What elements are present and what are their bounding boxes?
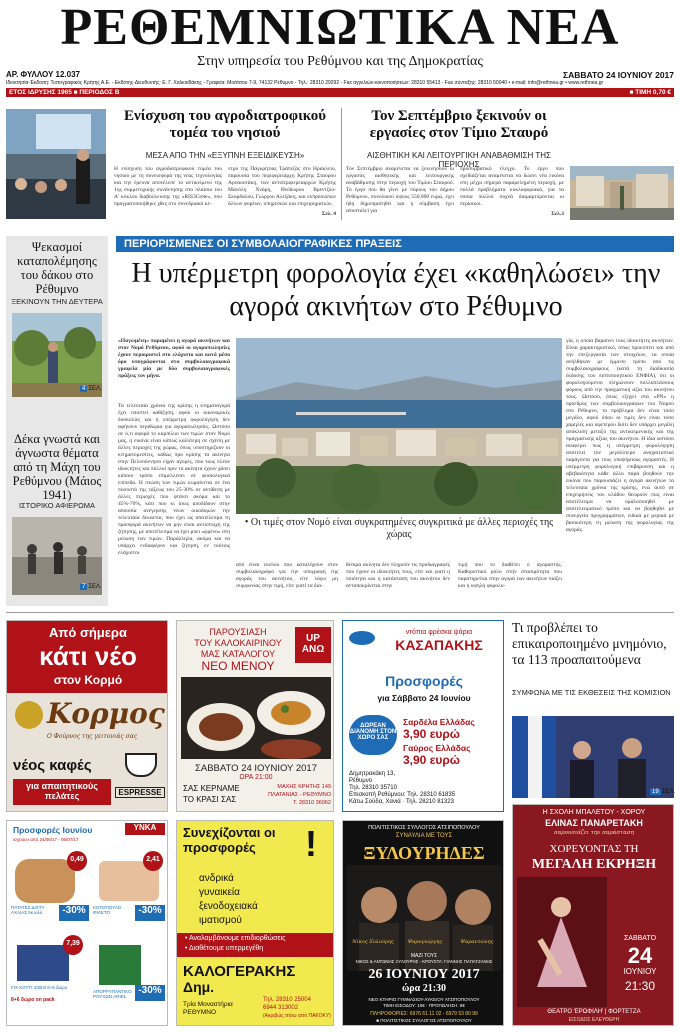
top-right-kicker: ΑΙΣΘΗΤΙΚΗ ΚΑΙ ΛΕΙΤΟΥΡΓΙΚΗ ΑΝΑΒΑΘΜΙΣΗ ΤΗΣ ΠΕΡΙΟΧΗΣ: [367, 151, 551, 169]
xyl-org: ■ ΠΟΛΙΤΙΣΤΙΚΟΣ ΣΥΛΛΟΓΟΣ ΑΤΣΙΠΟΠΟΥΛΟΥ: [376, 1018, 472, 1023]
dance-show2: ΜΕΓΑΛΗ ΕΚΡΗΞΗ: [531, 857, 657, 872]
upano-time: ΩΡΑ 21:00: [239, 774, 273, 781]
ynka-price3: 7,39: [63, 935, 83, 955]
upano-line1: ΠΑΡΟΥΣΙΑΣΗ: [209, 627, 267, 637]
kormos-logo-badge: [15, 701, 43, 729]
battle-headline: Δέκα γνωστά και άγνωστα θέματα από τη Μάχη του Ρεθύμνου (Μάιος 1941): [12, 432, 102, 502]
kalogerakis-f1: • Αναλαμβάνουμε επιδιορθώσεις: [185, 935, 286, 942]
ynka-disc1: -30%: [59, 905, 89, 921]
dance-school: Η ΣΧΟΛΗ ΜΠΑΛΕΤΟΥ - ΧΟΡΟΥ: [542, 809, 646, 816]
upano-phone: Τ. 28310 36062: [293, 800, 331, 806]
kormos-brand: ESPRESSE: [115, 787, 165, 798]
mnimonio-ref-number: 19: [652, 789, 659, 795]
dance-time: 21:30: [624, 979, 656, 993]
kasapakis-addr1: Δημητρακάκη 13,: [349, 771, 396, 777]
dakos-headline: Ψεκασμοί καταπολέμησης του δάκου στο Ρέθυμνο: [17, 240, 97, 296]
mnimonio-kicker: ΣΥΜΦΩΝΑ ΜΕ ΤΙΣ ΕΚΘΕΣΕΙΣ ΤΗΣ ΚΟΜΙΣΙΟΝ: [512, 688, 671, 697]
lead-col2: γία, η οποία βαραίνει τους ιδιοκτήτες ακινήτων. Είναι χαρακτηριστικό, όπως προκύπτει και από την επεξεργασία των στοιχείων, τα οποία ανήλθηκαν με έμμεσο τρόπο από τις συμβολαιογράφους (κατά τη διαδικασία έκδοσης του πιστοποιητικού ΕΝΦΙΑ), ότι οι φορολογούμενοι πληρώνουν πολλαπλάσιους φόρους από την πραγματική αξία του ακινήτου τους. Ωστόσο, όπως εξηγεί στα «ΡΝ» η πρόεδρος των συμβολαιογράφων του Νομού στο Ρέθυμνο, το πρόβλημα δεν είναι τόσο μεγάλο, αφού όπου οι τιμές δεν είναι τόσο χαμηλές και αφετέρου διότι δεν υπάρχει μεγάλη απόκλιση μεταξύ της αντικειμενικής και της πραγματικής αξίας του ακινήτου. Η ίδια ωστόσο αναφέρει πως η υπέρμετρη φορολόγηση αποτελεί τον μεγαλύτερο αναχαιτιστικό παράγοντα για τους υποψήφιους αγοραστές. Η υπέρμετρη φορολογική επιβάρυνση και η αβεβαιότητα κάθε άλλο παρά βοηθούν την εικόνα που παρουσιάζει η αγορά ακινήτων τα τελευταία χρόνια της κρίσης, ενώ αυτό σε επιχειρήσεις του κλάδου θεωρούν πως είναι αποτέλεσμα να ομαλοποιηθεί με αποτελεσματικό τρόπο και να βοηθηθεί με συνεργεία προγραμμάτων, ειδικά με μερικά με βασικότερη τη μείωση της φορολογίας της αγοράς.: [566, 338, 674, 533]
upano-addr2: ΠΛΑΤΑΝΙΑΣ - ΡΕΘΥΜΝΟ: [268, 792, 331, 798]
battle-page-ref: [80, 584, 102, 594]
ynka-brand: ΥΝΚΑ: [125, 823, 165, 835]
lead-banner-text: ΠΕΡΙΟΡΙΣΜΕΝΕΣ ΟΙ ΣΥΜΒΟΛΑΙΟΓΡΑΦΙΚΕΣ ΠΡΑΞΕΙΣ: [124, 238, 402, 250]
ariel-image: [99, 945, 141, 985]
kasapakis-for: για Σάββατο 24 Ιουνίου: [377, 693, 471, 703]
upano-line3: ΜΑΣ ΚΑΤΑΛΟΓΟΥ: [200, 649, 276, 659]
kormos-nea: νέος καφές: [13, 757, 92, 774]
section-divider: [6, 612, 674, 613]
xyl-members: ΜΑΖΙ ΤΟΥΣ: [410, 953, 438, 959]
kalogerakis-f2: • Διαθέτουμε υπερμεγέθη: [185, 945, 264, 952]
masthead-red-bar: [6, 88, 674, 97]
kasapakis-epis: Επισκοπή Ρεθύμνου: Τηλ. 28310 61835: [349, 792, 456, 798]
rethymno-harbor-photo: [236, 338, 562, 514]
top-right-headline: Τον Σεπτέμβριο ξεκινούν οι εργασίες στον Τίμιο Σταυρό: [369, 108, 549, 141]
lead-banner: [116, 236, 674, 252]
upano-logo: UP ΑΝΩ: [295, 627, 331, 663]
ynka-header: Προσφορές Ιουνίου: [13, 825, 93, 835]
issue-number: ΑΡ. ΦΥΛΛΟΥ 12.037: [6, 70, 80, 79]
kasapakis-top: ντόπια φρέσκα ψάρια: [405, 629, 473, 636]
dakos-kicker: ΞΕΚΙΝΟΥΝ ΤΗΝ ΔΕΥΤΕΡΑ: [11, 297, 103, 306]
upano-treat1: ΣΑΣ ΚΕΡΝΑΜΕ: [183, 784, 240, 793]
top-left-body-col1: Η ενίσχυση του αγροδιατροφικού τομέα του νησιού με τη συνεισφορά της νέας τεχνολογίας και την έρευνα αποτέλεσε το αντικείμενο της 1ης συμμετοχικής συνάντησης στο πλαίσιο του Α' κύκλου διαβούλευσης της «RIS3Crete», που πραγματοποιήθηκε χθες στο συνεδριακό κέ-: [114, 166, 222, 207]
kalogerakis-tel: Τηλ. 28310 25004: [263, 997, 311, 1003]
ynka-item2: ΚΟΤΟΠΟΥΛΟ ΦΙΛΕΤΟ: [93, 905, 122, 915]
ynka-dates: ισχύουν από 24/06/17 - 06/07/17: [13, 837, 79, 842]
kalogerakis-features: [177, 933, 334, 957]
kasapakis-item1: Σαρδέλα Ελλάδας: [403, 717, 475, 727]
dakos-ref-label: ΣΕΛ.: [88, 386, 102, 392]
kormos-tagline: Ο Φούρνος της γειτονιάς σας: [47, 733, 138, 740]
kasapakis-chania: Κάτω Σούδα, Χανιά · Τηλ. 28210 81323: [349, 799, 454, 805]
upano-food-photo: [181, 677, 331, 759]
kalogerakis-b2: γυναικεία: [199, 887, 240, 898]
ad-kormos[interactable]: [6, 620, 168, 812]
masthead: [0, 0, 680, 96]
lead-col1: Τα τελευταία χρόνια της κρίσης η κτηματαγορά έχει υποστεί καθίζηση, αφού οι οικονομικές δυσκολίες και η υπέρμετρη φορολόγηση δεν αφήνουν περιθώρια για αγοραπωλησίες. Ωστόσο σε ό,τι αφορά το καμπύλιο των τιμών στον Νομό μας, η εικόνα είναι κάπως καλύτερη σε σχέση με άλλες περιοχές της χώρας, όπως υποστηρίζουν οι κτηματομεσίτες, καθώς προ κρίσης τα ακίνητα στην Πελοπόννησο είχαν αγορές, που τους πλέον ιδιοκτήτες και πολλοί πριν τα ακίνητα έχουν χάσει κάποιο τρόπο επιμελλέσει σε φυσιολογικά επίπεδα. Η πτώση των τιμών κυμαίνεται σε ένα ποσοστό της τάξεως του 25-30% σε αντίθεση με άλλες περιοχές που φτάνει ακόμα και το 45%-70%, κάτι που κι ίσως αποδίδουν στην απουσία ανέγερσης νέων οικοδομών την τελευταία δεκαετία, που έχει ως αποτέλεσμα τη προσφορά ακινήτων να μην είναι αντίστοιχη της ζήτησης, με αποτέλεσμα να έχει μπει «φρένο» στη μείωση των τιμών. Παράλληλα, ακόμα και να υπάρχει ενδιαφέρον και ζήτηση, εν τούτοις ελάχιστοι: [118, 403, 230, 556]
kasapakis-tel1: Τηλ. 28310 35710: [349, 785, 397, 791]
fish-icon: [349, 631, 375, 645]
mnimonio-headline: Τι προβλέπει το επικαιροποιημένο μνημόνιο, τα 113 προαπαιτούμενα: [512, 620, 667, 667]
ynka-item3: FIX ΚΟΥΤΙ 330ml 6+6 δώρο: [11, 985, 68, 990]
top-left-kicker: ΜΕΣΑ ΑΠΟ ΤΗΝ «ΕΞΥΠΝΗ ΕΞΕΙΔΙΚΕΥΣΗ»: [145, 151, 305, 160]
battle-kicker: ΙΣΤΟΡΙΚΟ ΑΦΙΕΡΩΜΑ: [18, 501, 96, 510]
kalogerakis-mob: 6944 313002: [263, 1005, 299, 1011]
issue-date: ΣΑΒΒΑΤΟ 24 ΙΟΥΝΙΟΥ 2017: [563, 70, 674, 80]
lead-photo-caption: • Οι τιμές στον Νομό είναι συγκρατημένες συγκριτικά με άλλες περιοχές της χώρας: [244, 517, 554, 540]
kormos-line3: στον Κορμό: [53, 673, 123, 687]
kasapakis-item2: Γαύρος Ελλάδας: [403, 743, 471, 753]
kalogerakis-addr: Τρία Μοναστήρια ΡΕΘΥΜΝΟ: [183, 1001, 233, 1016]
kasapakis-delivery: ΔΩΡΕΑΝ ΔΙΑΝΟΜΗ ΣΤΟΝ ΧΩΡΟ ΣΑΣ: [349, 715, 397, 755]
kormos-logo: Κορμος: [47, 697, 165, 730]
dance-show1: ΧΟΡΕΥΟΝΤΑΣ ΤΗ: [549, 843, 639, 855]
divider: [341, 108, 342, 220]
xyl-name3: Ψαραντώνης: [460, 939, 494, 945]
fix-cans-image: [17, 945, 69, 981]
upano-treat2: ΤΟ ΚΡΑΣΙ ΣΑΣ: [183, 795, 237, 804]
xyl-venue: ΝΕΟ ΚΤΗΡΙΟ ΓΥΜΝΑΣΙΟΥ-ΛΥΚΕΙΟΥ ΑΤΣΙΠΟΠΟΥΛΟΥ: [368, 997, 480, 1002]
dance-day: ΣΑΒΒΑΤΟ: [623, 935, 657, 942]
kalogerakis-name: ΚΑΛΟΓΕΡΑΚΗΣ: [183, 963, 296, 980]
xyl-name2: Ψαρογιώργης: [407, 939, 443, 945]
dance-month: ΙΟΥΝΙΟΥ: [623, 967, 657, 976]
top-right-page-ref: Σελ.3: [551, 211, 564, 217]
lead-intro: «Παγωμένη» παραμένει η αγορά ακινήτων και στον Νομό Ρεθύμνου, αφού οι αγοραπωλησίες έχουν περιοριστεί στο ελάχιστο και κατά μέσο όρο υπογράφονται στα συμβολαιογραφικά γραφεία μία με δύο συμβολαιογραφικές πράξεις τον μήνα.: [118, 338, 230, 379]
xyl-concert: ΣΥΝΑΥΛΙΑ ΜΕ ΤΟΥΣ: [395, 833, 453, 839]
kalogerakis-b1: ανδρικά: [199, 873, 234, 884]
kasapakis-offers: Προσφορές: [385, 673, 463, 689]
dance-venue: ΘΕΑΤΡΟ 'ΕΡΩΦΙΛΗ' | ΦΟΡΤΕΤΖΑ: [547, 1009, 641, 1015]
dance-entry: ΕΙΣΟΔΟΣ ΕΛΕΥΘΕΡΗ: [568, 1017, 620, 1023]
kasapakis-name: ΚΑΣΑΠΑΚΗΣ: [395, 637, 483, 653]
xyl-ticket: ΤΙΜΗ ΕΙΣΟΔΟΥ: 10€ · ΠΡΟΠΩΛΗΣΗ: 8€: [383, 1003, 465, 1008]
timios-stavros-photo: [570, 166, 674, 220]
xyl-club: ΠΟΛΙΤΙΣΤΙΚΟΣ ΣΥΛΛΟΓΟΣ ΑΤΣΙΠΟΠΟΥΛΟΥ: [368, 825, 480, 831]
top-left-body-col2: ντρο της Παγκρήτιας Τράπεζας στο Ηράκλειο, παρουσία του περιφερειάρχη Κρήτης Σταύρου Αρναουτάκη, των αντιπεριφερειαρχών Κρήτης Μανόλη Χνάρη, Θεόδωρου Βρεντζού-Σκορδαλού, Γιώργου Αλεξάκη, και εκπροσώπων άλλων φορέων, υπηρεσιών και επιχειρηματιών.: [228, 166, 336, 207]
ynka-disc4: -30%: [135, 985, 165, 1001]
upano-line2: ΤΟΥ ΚΑΛΟΚΑΙΡΙΝΟΥ: [194, 638, 282, 648]
top-right-body-col2: προσυμβατικό έλεγχο. Το έργο που σχεδιάζεται αναμένεται να δώσει νέα εικόνα στη μέχρι σήμερα παραμελημένη περιοχή, με πολλά προβλήματα κυκλοφοριακά, για τα οποία πολλοί συχνά διαμαρτύρονται οι περίοικοι.: [460, 166, 564, 207]
ad-ynka[interactable]: [6, 820, 168, 1026]
kalogerakis-b4: ιματισμού: [199, 915, 242, 926]
coffee-cup-icon: [125, 753, 157, 777]
conference-photo: [6, 109, 106, 219]
top-right-body-col1: Τον Σεπτέμβριο αναμένεται να ξεκινήσουν οι εργασίες αισθητικής και λειτουργικής αναβάθμισης στην περιοχή του Τιμίου Σταυρού. Το έργο που θα γίνει με πόρους του δήμου Ρεθύμνου, συνολικού ύψους 550.000 ευρώ, έχει ήδη δημοπρατηθεί και η σύμβαση έχει αποσταλεί για: [346, 166, 454, 214]
lead-bottom-col1: από είναι εκείνοι που καταλήγουν στον συμβολαιογράφο για την υπογραφή της αγοράς του ακινήτου, είτε λόγω μη συμφωνίας στην τιμή, είτε γιατί τα δια-: [236, 562, 338, 589]
dance-date: 24: [627, 943, 653, 968]
top-left-page-ref: Σελ. 4: [321, 211, 336, 217]
lead-headline: Η υπέρμετρη φορολογία έχει «καθηλώσει» την αγορά ακινήτων στο Ρέθυμνο: [131, 258, 661, 322]
xyl-time: ώρα 21:30: [401, 983, 447, 994]
kasapakis-price1: 3,90 ευρώ: [403, 727, 460, 741]
kormos-line1: Από σήμερα: [49, 625, 127, 640]
eurogroup-photo: [512, 716, 674, 798]
ynka-disc2: -30%: [135, 905, 165, 921]
dance-sub: παρουσιάζει την παράσταση: [554, 830, 634, 836]
battle-ref-number: 7: [82, 584, 86, 590]
kalogerakis-b3: ξενοδοχειακά: [199, 901, 258, 912]
ynka-item4: ΑΠΟΡΡΥΠΑΝΤΙΚΟ ΡΟΥΧΩΝ ARIEL: [93, 989, 132, 999]
xyl-guests: ΝΙΚΟΣ & ΑΝΤΩΝΗΣ ΞΥΛΟΥΡΗΣ - ΚΡΟΥΣΤΑ: ΓΙΑΝΝΗΣ ΠΑΠΑΤΖΑΝΗΣ: [355, 959, 493, 964]
kalogerakis-parking: (Ακριβώς πίσω από ΠΑΚΟΚΥ): [263, 1013, 331, 1019]
newspaper-title: ΡΕΘΕΜΝΙΩΤΙΚΑ ΝΕΑ: [60, 0, 620, 56]
xyl-name1: Νίκος Ξυλούρης: [352, 939, 394, 945]
mnimonio-page-ref: [650, 789, 674, 799]
kormos-sub: για απαιτητικούς πελάτες: [13, 779, 111, 805]
mnimonio-ref-label: ΣΕΛ.: [661, 789, 676, 795]
lead-bottom-col3: τιμή που το διαθέτει ο αγοραστής. Καθοριστικό ρόλο στην στασιμότητα που παρατηρείται στην αγορά των ακινήτων παίζει και η υψηλή φορολο-: [458, 562, 562, 589]
potatoes-image: [15, 859, 75, 903]
kormos-line2: κάτι νέο: [39, 641, 137, 671]
olive-spraying-photo: [12, 313, 102, 397]
lead-bottom-col2: θέσιμα ακίνητα δεν πληρούν τις προδιαγραφές που έχουν οι ιδιοκτήτες τους, είτε και γιατί η ποιότητα και η κατάσταση του ακινήτου δεν ανταποκρίνεται στην: [346, 562, 450, 589]
kasapakis-price2: 3,90 ευρώ: [403, 753, 460, 767]
ad-dance-school[interactable]: [512, 804, 674, 1026]
kalogerakis-sub: Δημ.: [183, 979, 215, 995]
ynka-price2: 2,41: [143, 851, 163, 871]
price-label: ■ ΤΙΜΗ 0,70 €: [629, 89, 671, 96]
dance-name: ΕΛΙΝΑΣ ΠΑΝΑΡΕΤΑΚΗ: [545, 818, 643, 828]
dakos-page-ref: [80, 386, 102, 396]
founded-label: ΕΤΟΣ ΙΔΡΥΣΗΣ 1965 ■ ΠΕΡΙΟΔΟΣ Β: [9, 89, 120, 96]
kasapakis-addr2: Ρέθυμνο: [349, 778, 373, 784]
ynka-item1: ΠΑΤΑΤΕΣ ΔΙΧΤΥ ΑΧΑΙΑΣ 5κ κιλό: [11, 905, 45, 915]
battle-ref-label: ΣΕΛ.: [88, 584, 102, 590]
dancer-photo: [517, 877, 607, 1007]
upano-line4: ΝΕΟ ΜΕΝΟΥ: [201, 659, 275, 673]
xyl-info: ΠΛΗΡΟΦΟΡΙΕΣ: 6976 61 11 02 - 6979 53 80 99: [370, 1011, 478, 1017]
publisher-contact: Ιδιοκτησία-Έκδοση: Τυπογραφικός Κρήτης Α.Ε. - Εκδότης-Διευθυντής: Ε. Γ. Χαλκιαδάκης - Γραφεία: Μοάτσου 7-9, 74132 Ρέθυμνο - Τηλ.: 28310 29292 - Fax αγγελιών-κοινοποιήσεων: 28310 55413 - Fax σύνταξης: 28310 50040 • e-mail: info@rethnea.gr • www.rethnea.gr: [6, 80, 604, 86]
ynka-promo: 8+6 δώρο on pack: [11, 997, 55, 1003]
newspaper-subtitle: Στην υπηρεσία του Ρεθύμνου και της Δημοκρατίας: [197, 54, 483, 69]
upano-date: ΣΑΒΒΑΤΟ 24 ΙΟΥΝΙΟΥ 2017: [195, 763, 317, 774]
exclamation-icon: !: [305, 823, 317, 864]
top-left-headline: Ενίσχυση του αγροδιατροφικού τομέα του νησιού: [124, 108, 326, 141]
ad-kalogerakis[interactable]: [176, 820, 334, 1026]
xyl-date: 26 ΙΟΥΝΙΟΥ 2017: [368, 967, 480, 982]
ad-kasapakis[interactable]: [342, 620, 504, 812]
ynka-price1: 0,49: [67, 851, 87, 871]
dakos-ref-number: 4: [82, 386, 86, 392]
ad-upano[interactable]: [176, 620, 334, 812]
ad-xylourides[interactable]: [342, 820, 504, 1026]
xyl-band: ΞΥΛΟΥΡΗΔΕΣ: [363, 843, 485, 863]
upano-addr1: ΜΑΧΗΣ ΚΡΗΤΗΣ 149: [277, 784, 331, 790]
kalogerakis-head: Συνεχίζονται οι προσφορές: [183, 825, 276, 855]
